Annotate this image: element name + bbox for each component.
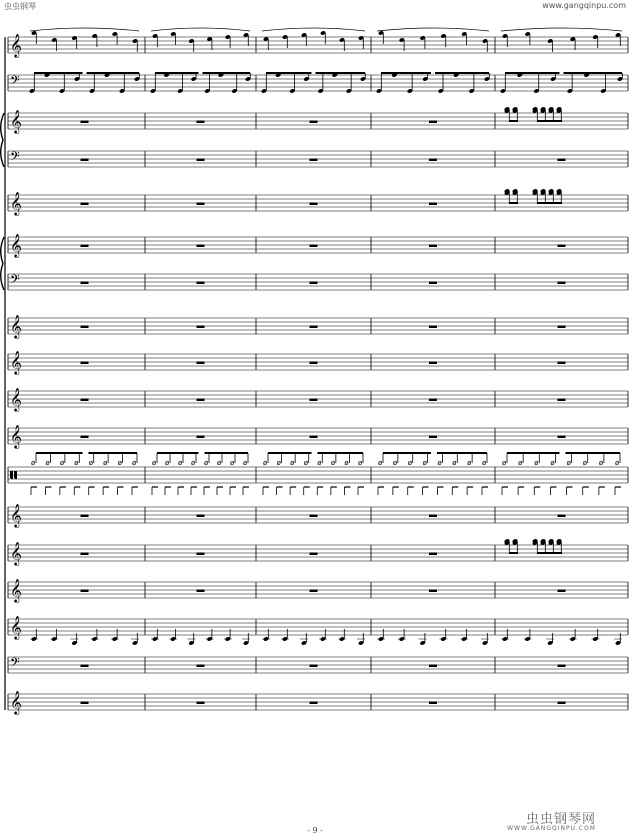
hihat-note: ø (263, 459, 268, 467)
whole-rest (310, 159, 318, 162)
hihat-note: ø (74, 459, 79, 467)
note-beam (537, 552, 562, 554)
note-beam (36, 452, 83, 454)
whole-rest (310, 399, 318, 402)
hihat-note: ø (103, 459, 108, 467)
slur (262, 28, 365, 31)
bass-clef: 𝄢 (10, 655, 20, 673)
whole-rest (429, 121, 437, 124)
whole-rest (197, 121, 205, 124)
note-beam (203, 72, 251, 74)
hihat-note: ø (358, 459, 363, 467)
whole-rest (429, 203, 437, 206)
hihat-note: ø (217, 459, 222, 467)
whole-rest (558, 282, 566, 285)
hihat-note: ø (59, 459, 65, 467)
whole-rest (558, 159, 566, 162)
treble-clef: 𝄞 (10, 578, 22, 602)
whole-rest (558, 665, 566, 668)
whole-rest (310, 362, 318, 365)
hihat-note: ø (422, 459, 427, 467)
watermark-main: 虫虫钢琴网 (525, 812, 596, 827)
hihat-note: ø (276, 459, 281, 467)
treble-clef: 𝄞 (10, 503, 22, 527)
treble-clef: 𝄞 (10, 387, 22, 411)
whole-rest (81, 515, 89, 518)
whole-rest (81, 590, 89, 593)
hihat-note: ø (117, 459, 122, 467)
hihat-note: ø (191, 459, 196, 467)
hihat-note: ø (132, 459, 137, 467)
hihat-note: ø (344, 459, 349, 467)
whole-rest (310, 436, 318, 439)
hihat-note: ø (502, 459, 507, 467)
staff-brace (1, 237, 4, 290)
whole-rest (197, 362, 205, 365)
whole-rest (429, 245, 437, 248)
bass-clef: 𝄢 (10, 149, 20, 167)
whole-rest (197, 326, 205, 329)
whole-rest (197, 245, 205, 248)
slur (501, 28, 622, 31)
whole-rest (310, 326, 318, 329)
note-beam (435, 72, 489, 74)
hihat-note: ø (230, 459, 235, 467)
hihat-note: ø (518, 459, 523, 467)
bass-clef: 𝄢 (10, 73, 20, 91)
note-beam (205, 452, 249, 454)
whole-rest (429, 590, 437, 593)
note-beam (89, 452, 138, 454)
note-beam (266, 72, 312, 74)
percussion-clef (15, 471, 17, 479)
hihat-note: ø (482, 459, 487, 467)
whole-rest (81, 702, 89, 705)
watermark-url: WWW.GANGQINPU.COM (507, 825, 596, 832)
hihat-note: ø (330, 459, 336, 467)
site-url-header: www.gangqinpu.com (542, 1, 626, 10)
whole-rest (429, 665, 437, 668)
hihat-note: ø (317, 459, 322, 467)
hihat-note: ø (392, 459, 398, 467)
hihat-note: ø (303, 459, 309, 467)
note-beam (157, 452, 199, 454)
note-beam (155, 72, 199, 74)
treble-clef: 𝄞 (10, 690, 22, 714)
whole-rest (429, 702, 437, 705)
hihat-note: ø (598, 459, 604, 467)
whole-rest (310, 515, 318, 518)
whole-rest (81, 399, 89, 402)
note-beam (316, 72, 366, 74)
whole-rest (81, 121, 89, 124)
hihat-note: ø (582, 459, 588, 467)
note-beam (509, 202, 518, 204)
note-beam (509, 120, 518, 122)
note-beam (509, 552, 518, 554)
whole-rest (558, 326, 566, 329)
note-beam (537, 120, 562, 122)
hihat-note: ø (615, 459, 620, 467)
whole-rest (310, 245, 318, 248)
slur (151, 28, 250, 31)
whole-rest (81, 436, 89, 439)
whole-rest (197, 590, 205, 593)
whole-rest (197, 515, 205, 518)
whole-rest (197, 399, 205, 402)
whole-rest (429, 553, 437, 556)
whole-rest (81, 245, 89, 248)
hihat-note: ø (243, 459, 248, 467)
whole-rest (81, 159, 89, 162)
note-beam (87, 72, 140, 74)
hihat-note: ø (152, 459, 157, 467)
treble-clef: 𝄞 (10, 314, 22, 338)
whole-rest (310, 702, 318, 705)
whole-rest (558, 702, 566, 705)
whole-rest (310, 203, 318, 206)
hihat-note: ø (437, 459, 442, 467)
whole-rest (197, 702, 205, 705)
whole-rest (429, 159, 437, 162)
whole-rest (81, 362, 89, 365)
hihat-note: ø (467, 459, 472, 467)
whole-rest (558, 590, 566, 593)
whole-rest (558, 399, 566, 402)
treble-clef: 𝄞 (10, 541, 22, 565)
treble-clef: 𝄞 (10, 33, 22, 57)
hihat-note: ø (165, 459, 170, 467)
whole-rest (429, 326, 437, 329)
whole-rest (558, 436, 566, 439)
whole-rest (81, 326, 89, 329)
percussion-clef (11, 471, 13, 479)
whole-rest (429, 515, 437, 518)
treble-clef: 𝄞 (10, 615, 22, 639)
hihat-note: ø (31, 459, 36, 467)
whole-rest (310, 282, 318, 285)
note-beam (268, 452, 312, 454)
whole-rest (429, 362, 437, 365)
note-beam (505, 72, 560, 74)
note-beam (564, 72, 623, 74)
treble-clef: 𝄞 (10, 109, 22, 133)
hihat-note: ø (407, 459, 413, 467)
watermark (507, 808, 596, 832)
whole-rest (197, 553, 205, 556)
whole-rest (558, 362, 566, 365)
treble-clef: 𝄞 (10, 233, 22, 257)
whole-rest (197, 159, 205, 162)
hihat-note: ø (566, 459, 571, 467)
whole-rest (81, 203, 89, 206)
whole-rest (310, 665, 318, 668)
whole-rest (81, 553, 89, 556)
whole-rest (310, 553, 318, 556)
note-beam (507, 452, 560, 454)
whole-rest (81, 282, 89, 285)
treble-clef: 𝄞 (10, 350, 22, 374)
whole-rest (429, 282, 437, 285)
whole-rest (197, 436, 205, 439)
hihat-note: ø (290, 459, 295, 467)
note-beam (318, 452, 364, 454)
slur (30, 28, 139, 31)
note-beam (381, 72, 431, 74)
note-beam (437, 452, 487, 454)
hihat-note: ø (45, 459, 50, 467)
note-beam (537, 202, 562, 204)
whole-rest (310, 590, 318, 593)
site-name-header: 虫虫钢琴 (4, 2, 36, 11)
hihat-note: ø (178, 459, 183, 467)
staff-brace (1, 113, 4, 167)
treble-clef: 𝄞 (10, 191, 22, 215)
whole-rest (558, 515, 566, 518)
bass-clef: 𝄢 (10, 272, 20, 290)
slur (377, 28, 489, 31)
hihat-note: ø (452, 459, 457, 467)
whole-rest (429, 399, 437, 402)
whole-rest (310, 121, 318, 124)
page-number: - 9 - (307, 826, 323, 835)
note-beam (34, 72, 83, 74)
hihat-note: ø (204, 459, 209, 467)
whole-rest (81, 665, 89, 668)
whole-rest (197, 282, 205, 285)
treble-clef: 𝄞 (10, 424, 22, 448)
whole-rest (558, 245, 566, 248)
whole-rest (197, 665, 205, 668)
whole-rest (197, 203, 205, 206)
hihat-note: ø (378, 459, 383, 467)
hihat-note: ø (534, 459, 539, 467)
hihat-note: ø (88, 459, 94, 467)
whole-rest (429, 436, 437, 439)
hihat-note: ø (550, 459, 555, 467)
note-beam (383, 452, 431, 454)
note-beam (566, 452, 621, 454)
